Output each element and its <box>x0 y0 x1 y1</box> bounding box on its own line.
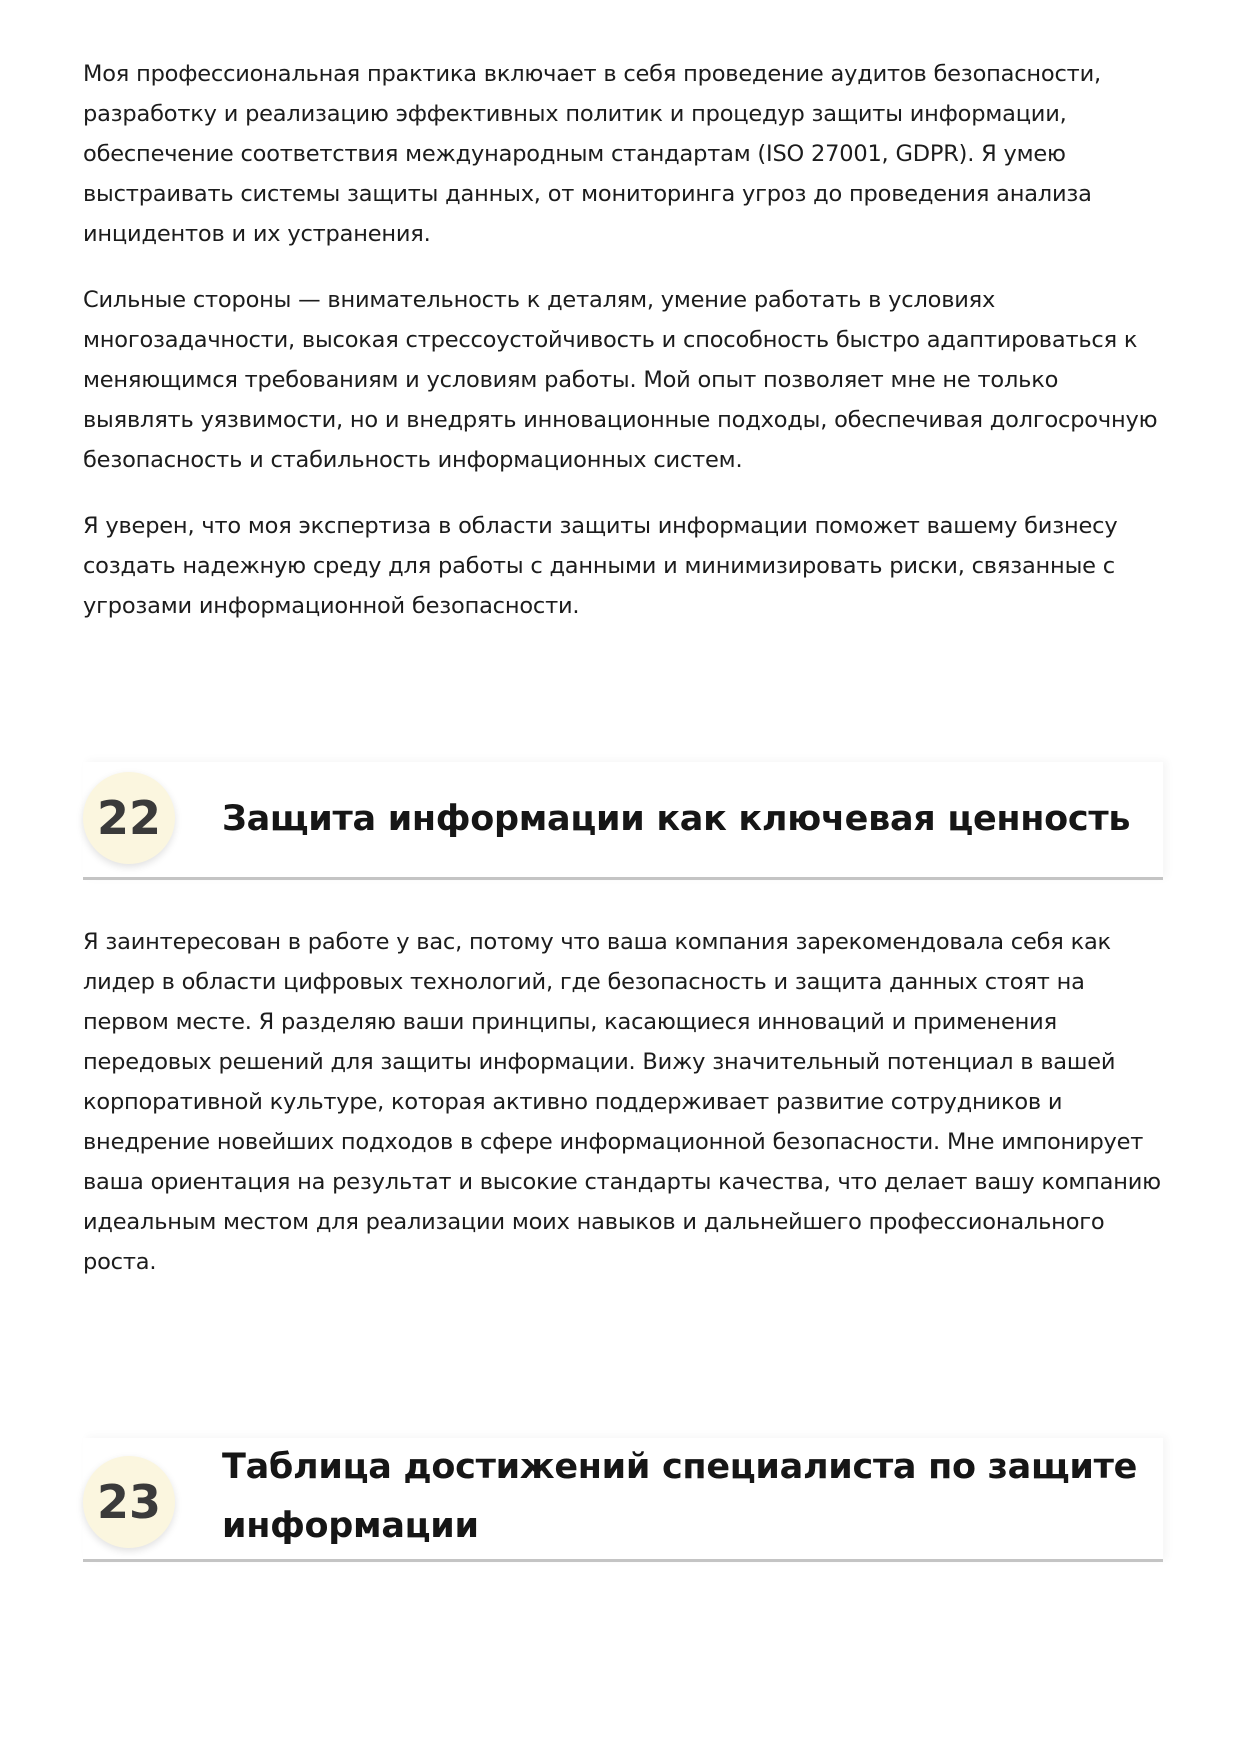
section-title: Таблица достижений специалиста по защите информации <box>222 1447 1138 1546</box>
intro-paragraph-1: Моя профессиональная практика включает в себя проведение аудитов безопасности, разработку и реализацию эффективных политик и процедур защиты информации, обеспечение соответствия международным стандартам (ISO 27001, GDPR). Я умею выстраивать системы защиты данных, от мониторинга угроз до проведения анализа инцидентов и их устранения. <box>83 61 1101 247</box>
intro-paragraph-2: Сильные стороны — внимательность к деталям, умение работать в условиях многозадачности, высокая стрессоустойчивость и способность быстро адаптироваться к меняющимся требованиям и условиям работы. Мой опыт позволяет мне не только выявлять уязвимости, но и внедрять инновационные подходы, обеспечивая долгосрочную безопасность и стабильность информационных систем. <box>83 287 1158 473</box>
section-22-paragraph: Я заинтересован в работе у вас, потому что ваша компания зарекомендовала себя как лидер в области цифровых технологий, где безопасность и защита данных стоят на первом месте. Я разделяю ваши принципы, касающиеся инноваций и применения передовых решений для защиты информации. Вижу значительный потенциал в вашей корпоративной культуре, которая активно поддерживает развитие сотрудников и внедрение новейших подходов в сфере информационной безопасности. Мне импонирует ваша ориентация на результат и высокие стандарты качества, что делает вашу компанию идеальным местом для реализации моих навыков и дальнейшего профессионального роста. <box>83 929 1161 1275</box>
section-number-badge: 23 <box>83 1456 175 1548</box>
section-23-header <box>83 1438 1163 1562</box>
section-number-badge: 22 <box>83 772 175 864</box>
section-22-header <box>83 762 1163 880</box>
intro-paragraph-3: Я уверен, что моя экспертиза в области защиты информации поможет вашему бизнесу создать надежную среду для работы с данными и минимизировать риски, связанные с угрозами информационной безопасности. <box>83 513 1118 619</box>
document-page <box>83 54 1163 1562</box>
section-title: Защита информации как ключевая ценность <box>222 799 1131 839</box>
